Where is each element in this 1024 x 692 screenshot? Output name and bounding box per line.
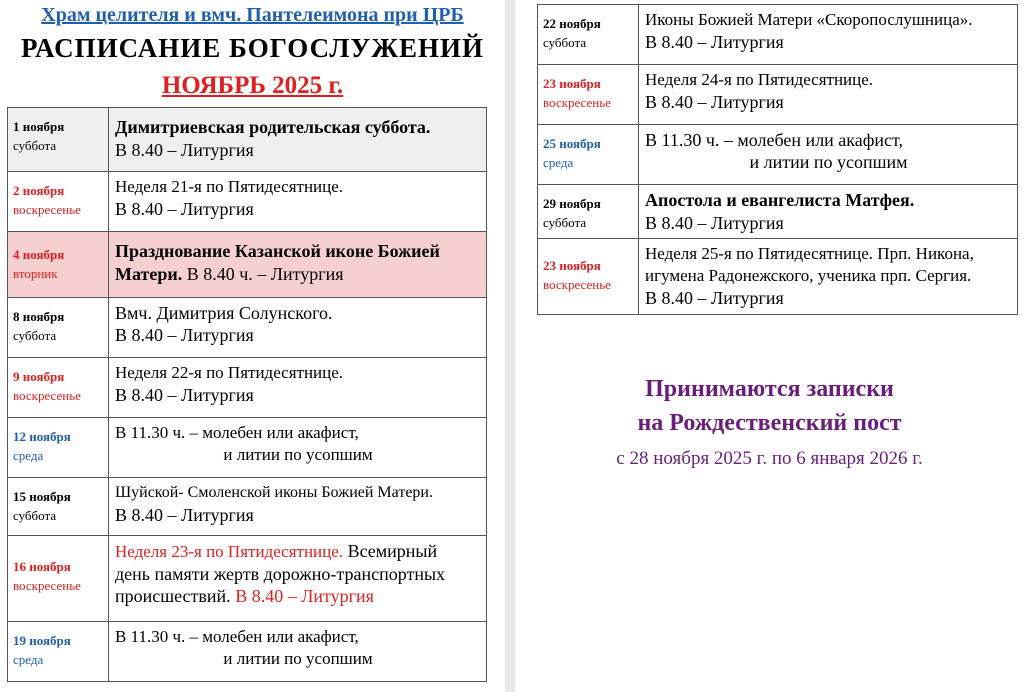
event-cell [639,5,1018,65]
event-cell [639,239,1018,315]
date-cell [8,536,109,622]
date-cell [8,622,109,682]
date-cell [8,358,109,418]
event-cell [639,125,1018,185]
table-row [8,478,487,536]
date: 2 ноября [13,183,65,198]
date: 15 ноября [13,489,71,504]
table-row [8,358,487,418]
event-time: В 8.40 – Литургия [115,199,254,219]
schedule-month: НОЯБРЬ 2025 г. [161,72,344,99]
event-title: Неделя 25-я по Пятидесятнице. Прп. Никона, [645,244,974,263]
weekday: суббота [543,35,587,50]
event-cell [109,478,487,536]
date: 22 ноября [543,16,601,31]
weekday: среда [13,652,44,667]
page-right [515,0,1024,692]
event-title: Апостола и евангелиста Матфея. [645,190,915,210]
event-cell [109,232,487,298]
event-time: В 8.40 – Литургия [115,140,254,160]
weekday: воскресенье [543,277,611,292]
event-cell [109,536,487,622]
event-time: В 8.40 – Литургия [115,385,254,405]
weekday: воскресенье [13,578,81,593]
event-cell [109,358,487,418]
table-row [8,536,487,622]
table-row [538,65,1018,125]
date: 4 ноября [13,247,65,262]
event-title: Неделя 24-я по Пятидесятнице. [645,70,874,89]
date: 1 ноября [13,119,65,134]
date-cell [8,232,109,298]
date-cell [538,185,639,239]
event-detail: и литии по усопшим [223,649,373,668]
event-time: В 8.40 ч. – Литургия [182,264,344,284]
event-title: Вмч. Димитрия Солунского. [115,303,333,323]
table-row [8,172,487,232]
date: 29 ноября [543,196,601,211]
date-cell [8,298,109,358]
event-time: В 8.40 – Литургия [115,505,254,525]
schedule-title: РАСПИСАНИЕ БОГОСЛУЖЕНИЙ [20,33,485,63]
schedule-table-left [7,107,487,682]
event-title: Празднование Казанской иконе Божией [115,241,440,261]
event-time: В 11.30 ч. – молебен или акафист, [115,627,359,646]
event-cell [639,65,1018,125]
date-cell [8,418,109,478]
date-cell [8,172,109,232]
weekday: суббота [13,508,57,523]
notice-heading: Принимаются записки [645,376,894,402]
date-cell [8,108,109,172]
weekday: среда [13,448,44,463]
event-detail: и литии по усопшим [223,445,373,464]
date: 19 ноября [13,633,71,648]
date-cell [538,65,639,125]
event-cell [639,185,1018,239]
date: 8 ноября [13,309,65,324]
event-note-line3: происшествий. [115,586,231,606]
notice-subheading: на Рождественский пост [637,410,902,436]
event-title: Неделя 23-я по Пятидесятнице. [115,542,344,561]
weekday: среда [543,155,574,170]
event-time: В 11.30 ч. – молебен или акафист, [645,130,904,150]
table-row [8,298,487,358]
weekday: суббота [543,215,587,230]
schedule-table-right [537,4,1018,315]
event-time: В 8.40 – Литургия [645,32,784,52]
table-row [538,239,1018,315]
event-title: Неделя 22-я по Пятидесятнице. [115,363,344,382]
weekday: воскресенье [543,95,611,110]
date: 9 ноября [13,369,65,384]
event-time: В 8.40 – Литургия [115,325,254,345]
table-row [8,622,487,682]
date-cell [8,478,109,536]
event-title-end: Матери. [115,264,183,284]
table-row [8,108,487,172]
event-cell [109,108,487,172]
event-title: Неделя 21-я по Пятидесятнице. [115,177,344,196]
table-row [8,418,487,478]
table-row [538,5,1018,65]
event-title: Иконы Божией Матери «Скоропослушница». [645,10,973,29]
weekday: воскресенье [13,388,81,403]
event-note: Всемирный [343,541,438,561]
page-left [0,0,505,692]
date: 23 ноября [543,258,601,273]
weekday: суббота [13,138,57,153]
weekday: воскресенье [13,202,81,217]
date: 12 ноября [13,429,71,444]
event-detail: и литии по усопшим [749,152,908,172]
event-time: В 8.40 – Литургия [645,92,784,112]
event-title: Шуйской- Смоленской иконы Божией Матери. [115,484,433,501]
event-cell [109,418,487,478]
event-cell [109,298,487,358]
event-cell [109,622,487,682]
event-cell [109,172,487,232]
event-title: Димитриевская родительская суббота. [115,117,431,137]
date-cell [538,239,639,315]
date-cell [538,5,639,65]
church-name: Храм целителя и вмч. Пантелеимона при ЦРБ [41,4,464,26]
table-row [538,185,1018,239]
event-time: В 11.30 ч. – молебен или акафист, [115,423,359,442]
date-cell [538,125,639,185]
event-title-line2: игумена Радонежского, ученика прп. Сергия. [645,266,972,285]
date: 16 ноября [13,559,71,574]
date: 23 ноября [543,76,601,91]
weekday: вторник [13,266,58,281]
event-time: В 8.40 – Литургия [230,586,374,606]
table-row [538,125,1018,185]
table-row [8,232,487,298]
event-time: В 8.40 – Литургия [645,288,784,308]
event-note-line2: день памяти жертв дорожно-транспортных [115,564,446,584]
notice-dates: с 28 ноября 2025 г. по 6 января 2026 г. [616,448,923,469]
event-time: В 8.40 – Литургия [645,213,784,233]
date: 25 ноября [543,136,601,151]
weekday: суббота [13,328,57,343]
